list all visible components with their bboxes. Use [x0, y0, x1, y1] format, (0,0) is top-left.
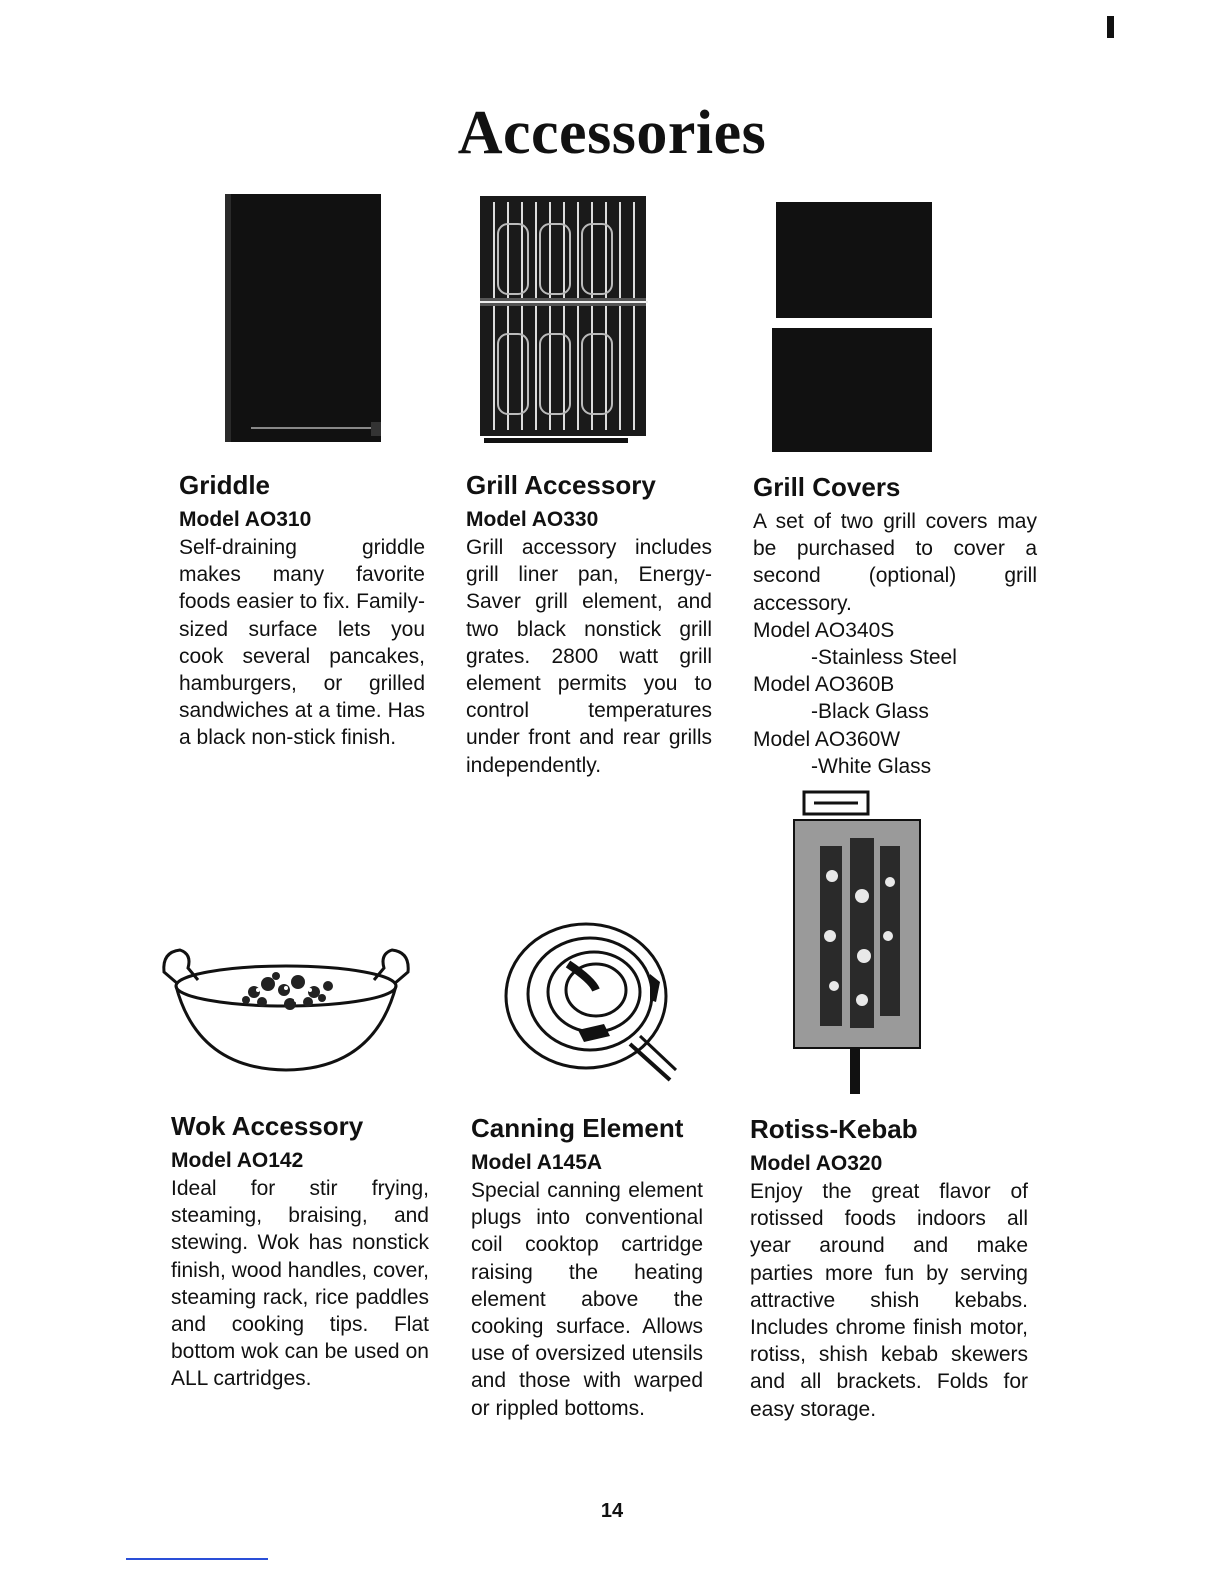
- canning-description: Special canning element plugs into conventional coil cooktop cartridge raising the heating element above the cooking surface. Allows use of oversized utensils and those with warped or rippled bottoms.: [471, 1179, 703, 1420]
- page-title: Accessories: [457, 99, 767, 167]
- rotiss-kebab-image: [792, 786, 922, 1096]
- grill-covers-finish-2: -Black Glass: [811, 700, 929, 724]
- rotiss-heading: Rotiss-Kebab: [750, 1114, 918, 1144]
- grill-covers-heading: Grill Covers: [753, 472, 901, 502]
- grill-covers-model-1: Model AO340S: [753, 618, 895, 642]
- grill-covers-model-3: Model AO360W: [753, 727, 901, 751]
- wok-image: [158, 944, 414, 1076]
- griddle-model: Model AO310: [179, 508, 312, 531]
- grill-covers-finish-3: -White Glass: [811, 754, 932, 778]
- grill-accessory-model: Model AO330: [466, 508, 599, 531]
- page-number: 14: [600, 1500, 624, 1522]
- griddle-heading: Griddle: [179, 470, 271, 500]
- canning-model: Model A145A: [471, 1151, 603, 1174]
- grill-accessory-image: [474, 194, 654, 456]
- grill-covers-finish-1: -Stainless Steel: [811, 646, 957, 670]
- canning-element-image: [500, 912, 680, 1088]
- grill-accessory-description: Grill accessory includes grill liner pan, Energy-Saver grill element, and two black nonstick grill grates. 2800 watt grill element permits you to control temperatures under front and rear grills independently.: [466, 536, 712, 777]
- rotiss-section: [750, 1114, 1028, 1423]
- canning-section: [471, 1113, 703, 1422]
- griddle-section: [179, 470, 425, 752]
- wok-heading: Wok Accessory: [171, 1111, 364, 1141]
- canning-heading: Canning Element: [471, 1113, 684, 1143]
- wok-model: Model AO142: [171, 1149, 304, 1172]
- wok-description: Ideal for stir frying, steaming, braising, and stewing. Wok has nonstick finish, wood handles, cover, steaming rack, rice paddles and cooking tips. Flat bottom wok can be used on ALL cartridges.: [171, 1177, 429, 1391]
- wok-section: [171, 1111, 429, 1393]
- grill-accessory-section: [466, 470, 712, 779]
- bottom-rule: [126, 1558, 268, 1560]
- rotiss-model: Model AO320: [750, 1152, 883, 1175]
- grill-covers-description: A set of two grill covers may be purchased to cover a second (optional) grill accessory.: [753, 510, 1037, 615]
- grill-accessory-heading: Grill Accessory: [466, 470, 656, 500]
- grill-covers-section: [753, 472, 1037, 780]
- corner-mark: [1107, 16, 1114, 38]
- grill-covers-image: [770, 200, 934, 456]
- griddle-description: Self-draining griddle makes many favorite foods easier to fix. Family-sized surface lets you cook several pancakes, hamburgers, or grilled sandwiches at a time. Has a black non-stick finish.: [179, 536, 425, 750]
- grill-covers-model-2: Model AO360B: [753, 673, 895, 697]
- griddle-image: [221, 192, 383, 448]
- rotiss-description: Enjoy the great flavor of rotissed foods indoors all year around and make parties more fun by serving attractive shish kebabs. Includes chrome finish motor, rotiss, shish kebab skewers and all brackets. Folds for easy storage.: [750, 1180, 1028, 1421]
